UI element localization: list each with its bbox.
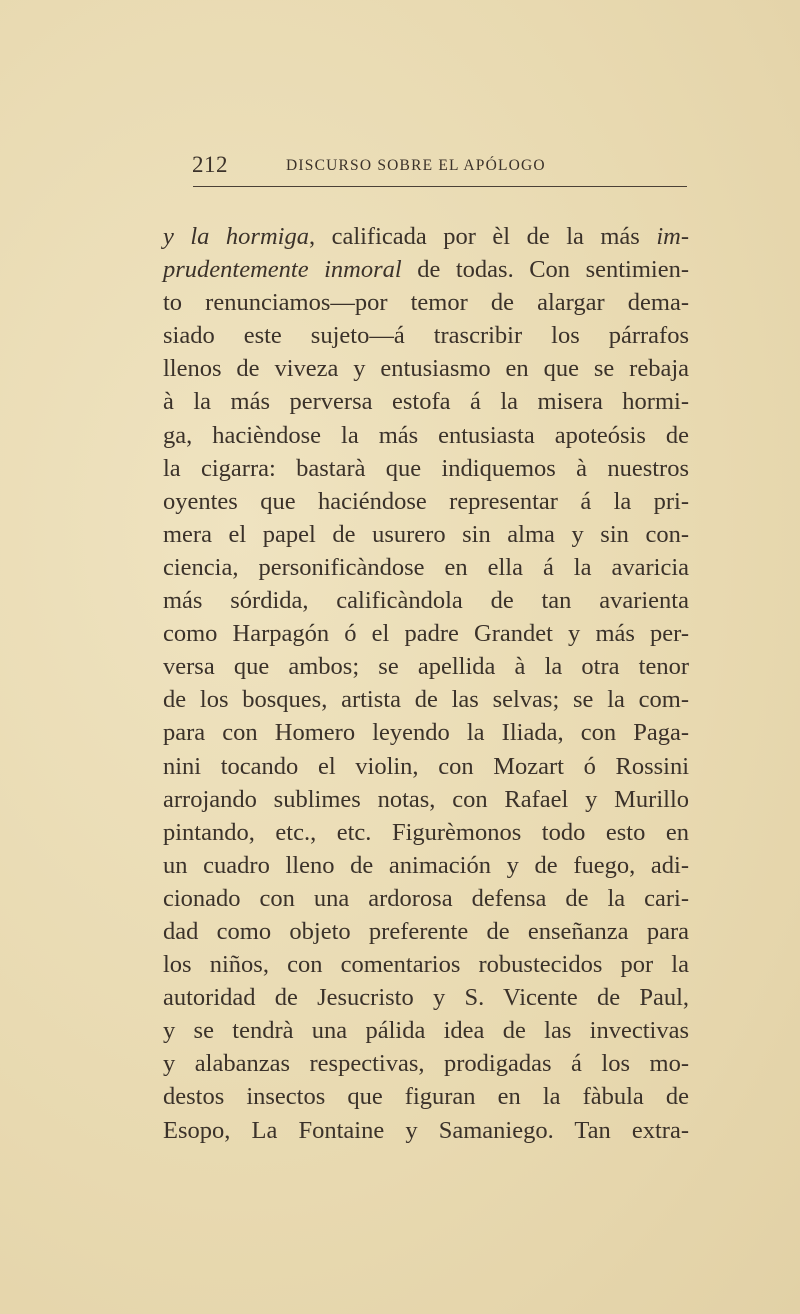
text-line — [163, 617, 689, 650]
text-segment: y alabanzas respectivas, prodigadas á los mo- — [163, 1050, 689, 1078]
text-segment: arrojando sublimes notas, con Rafael y Murillo — [163, 785, 689, 813]
text-segment: dad como objeto preferente de enseñanza para — [163, 917, 689, 945]
text-line — [163, 385, 689, 418]
text-line — [163, 981, 689, 1014]
text-line — [163, 352, 689, 385]
italic-text: y la hormiga — [163, 223, 309, 250]
text-line — [163, 816, 689, 849]
text-segment: oyentes que haciéndose representar á la pri- — [163, 487, 689, 515]
body-text — [163, 220, 689, 1147]
text-segment: autoridad de Jesucristo y S. Vicente de Paul, — [163, 984, 689, 1012]
text-line — [163, 1014, 689, 1047]
text-segment: mera el papel de usurero sin alma y sin con- — [163, 520, 689, 548]
text-line — [163, 1114, 689, 1147]
text-segment: siado este sujeto—á trascribir los párrafos — [163, 322, 689, 350]
text-line — [163, 485, 689, 518]
text-segment: un cuadro lleno de animación y de fuego, adi- — [163, 851, 689, 879]
text-segment: Esopo, La Fontaine y Samaniego. Tan extra- — [163, 1116, 689, 1144]
text-segment: para con Homero leyendo la Iliada, con Paga- — [163, 719, 689, 747]
text-segment: cionado con una ardorosa defensa de la cari- — [163, 884, 689, 912]
text-segment: , calificada por èl de la más — [308, 223, 657, 250]
text-segment: pintando, etc., etc. Figurèmonos todo esto en — [163, 818, 689, 846]
text-line — [163, 220, 689, 253]
text-segment: y se tendrà una pálida idea de las invectivas — [163, 1017, 689, 1045]
text-line — [163, 518, 689, 551]
text-segment: ciencia, personificàndose en ella á la avaricia — [163, 553, 689, 581]
text-line — [163, 319, 689, 352]
text-line — [163, 650, 689, 683]
italic-text: prudentemente inmoral — [163, 256, 402, 284]
text-segment: versa que ambos; se apellida à la otra tenor — [163, 653, 689, 681]
text-segment: de todas. Con sentimien- — [401, 256, 689, 284]
text-line — [163, 1047, 689, 1080]
text-line — [163, 253, 689, 286]
text-segment: à la más perversa estofa á la misera hormi- — [163, 388, 689, 416]
text-line — [163, 584, 689, 617]
text-line — [163, 683, 689, 716]
text-line — [163, 882, 689, 915]
text-line — [163, 286, 689, 319]
page-number: 212 — [192, 152, 228, 177]
text-segment: llenos de viveza y entusiasmo en que se rebaja — [163, 355, 689, 383]
text-segment: destos insectos que figuran en la fàbula de — [163, 1083, 689, 1111]
text-segment: los niños, con comentarios robustecidos por la — [163, 951, 689, 979]
text-line — [163, 419, 689, 452]
text-line — [163, 915, 689, 948]
italic-text: im- — [656, 223, 690, 250]
text-segment: más sórdida, calificàndola de tan avarienta — [163, 587, 689, 615]
text-segment: ga, hacièndose la más entusiasta apoteósis de — [163, 421, 689, 449]
text-line — [163, 849, 689, 882]
text-segment: la cigarra: bastarà que indiquemos à nuestros — [163, 454, 689, 482]
text-segment: to renunciamos—por temor de alargar dema- — [163, 289, 689, 317]
text-segment: nini tocando el violin, con Mozart ó Rossini — [163, 752, 689, 780]
text-line — [163, 948, 689, 981]
text-line — [163, 452, 689, 485]
text-segment: de los bosques, artista de las selvas; se la com- — [163, 686, 689, 714]
text-line — [163, 783, 689, 816]
text-line — [163, 716, 689, 749]
text-segment: como Harpagón ó el padre Grandet y más per- — [163, 620, 689, 648]
text-line — [163, 1080, 689, 1113]
text-line — [163, 750, 689, 783]
text-line — [163, 551, 689, 584]
header-rule — [193, 186, 687, 187]
running-title: DISCURSO SOBRE EL APÓLOGO — [286, 157, 546, 174]
